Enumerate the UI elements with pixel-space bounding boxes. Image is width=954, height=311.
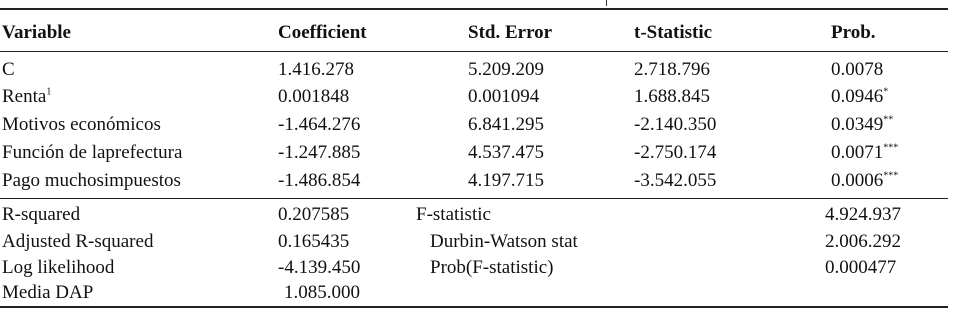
row-variable: Renta$^1$	[2, 86, 52, 107]
row-variable: C	[2, 59, 15, 80]
stat-f-value: 0.000477	[825, 257, 897, 278]
row-coefficient: -1.247.885	[278, 142, 361, 163]
stat-value: 1.085.000	[284, 282, 360, 303]
top-tick-mark	[606, 0, 607, 6]
stat-f-value: 2.006.292	[825, 231, 901, 252]
row-coefficient: -1.486.854	[278, 170, 361, 191]
row-coefficient: 1.416.278	[278, 59, 354, 80]
stats-row	[0, 280, 954, 306]
stat-name: Log likelihood	[2, 257, 115, 278]
table-top-rule	[0, 8, 948, 10]
stat-value: -4.139.450	[278, 257, 361, 278]
row-variable: Pago muchosimpuestos	[2, 170, 181, 191]
stat-name: Media DAP	[2, 282, 94, 303]
row-std-error: 6.841.295	[468, 114, 544, 135]
stats-row	[0, 255, 954, 281]
stat-name: R-squared	[2, 204, 81, 225]
row-t-statistic: -2.750.174	[634, 142, 717, 163]
row-std-error: 0.001094	[468, 86, 540, 107]
table-row	[0, 57, 954, 83]
stat-f-name: Prob(F-statistic)	[430, 257, 554, 278]
header-prob: Prob.	[831, 22, 876, 43]
table-row	[0, 112, 954, 138]
stat-value: 0.165435	[278, 231, 350, 252]
row-t-statistic: 2.718.796	[634, 59, 710, 80]
row-t-statistic: 1.688.845	[634, 86, 710, 107]
row-prob: 0.0006***	[831, 170, 899, 191]
row-prob: 0.0946*	[831, 86, 889, 107]
header-variable: Variable	[2, 22, 71, 43]
row-prob: 0.0071***	[831, 142, 899, 163]
table-header-row	[0, 20, 954, 46]
header-std-error: Std. Error	[468, 22, 553, 43]
stat-f-name: F-statistic	[416, 204, 491, 225]
header-t-statistic: t-Statistic	[634, 22, 713, 43]
row-std-error: 5.209.209	[468, 59, 544, 80]
row-t-statistic: -3.542.055	[634, 170, 717, 191]
stats-row	[0, 202, 954, 228]
row-prob: 0.0349**	[831, 114, 894, 135]
table-row	[0, 84, 954, 110]
stats-row	[0, 229, 954, 255]
table-bottom-rule	[0, 306, 948, 308]
row-coefficient: 0.001848	[278, 86, 350, 107]
row-prob: 0.0078	[831, 59, 884, 80]
stats-divider-rule	[0, 198, 948, 199]
row-t-statistic: -2.140.350	[634, 114, 717, 135]
header-rule	[0, 51, 948, 52]
row-variable: Función de laprefectura	[2, 142, 183, 163]
row-variable: Motivos económicos	[2, 114, 161, 135]
stat-f-value: 4.924.937	[825, 204, 901, 225]
header-coefficient: Coefficient	[278, 22, 367, 43]
table-row	[0, 140, 954, 166]
stat-value: 0.207585	[278, 204, 350, 225]
row-std-error: 4.197.715	[468, 170, 544, 191]
table-row	[0, 168, 954, 194]
stat-name: Adjusted R-squared	[2, 231, 154, 252]
stat-f-name: Durbin-Watson stat	[430, 231, 578, 252]
row-coefficient: -1.464.276	[278, 114, 361, 135]
row-std-error: 4.537.475	[468, 142, 544, 163]
